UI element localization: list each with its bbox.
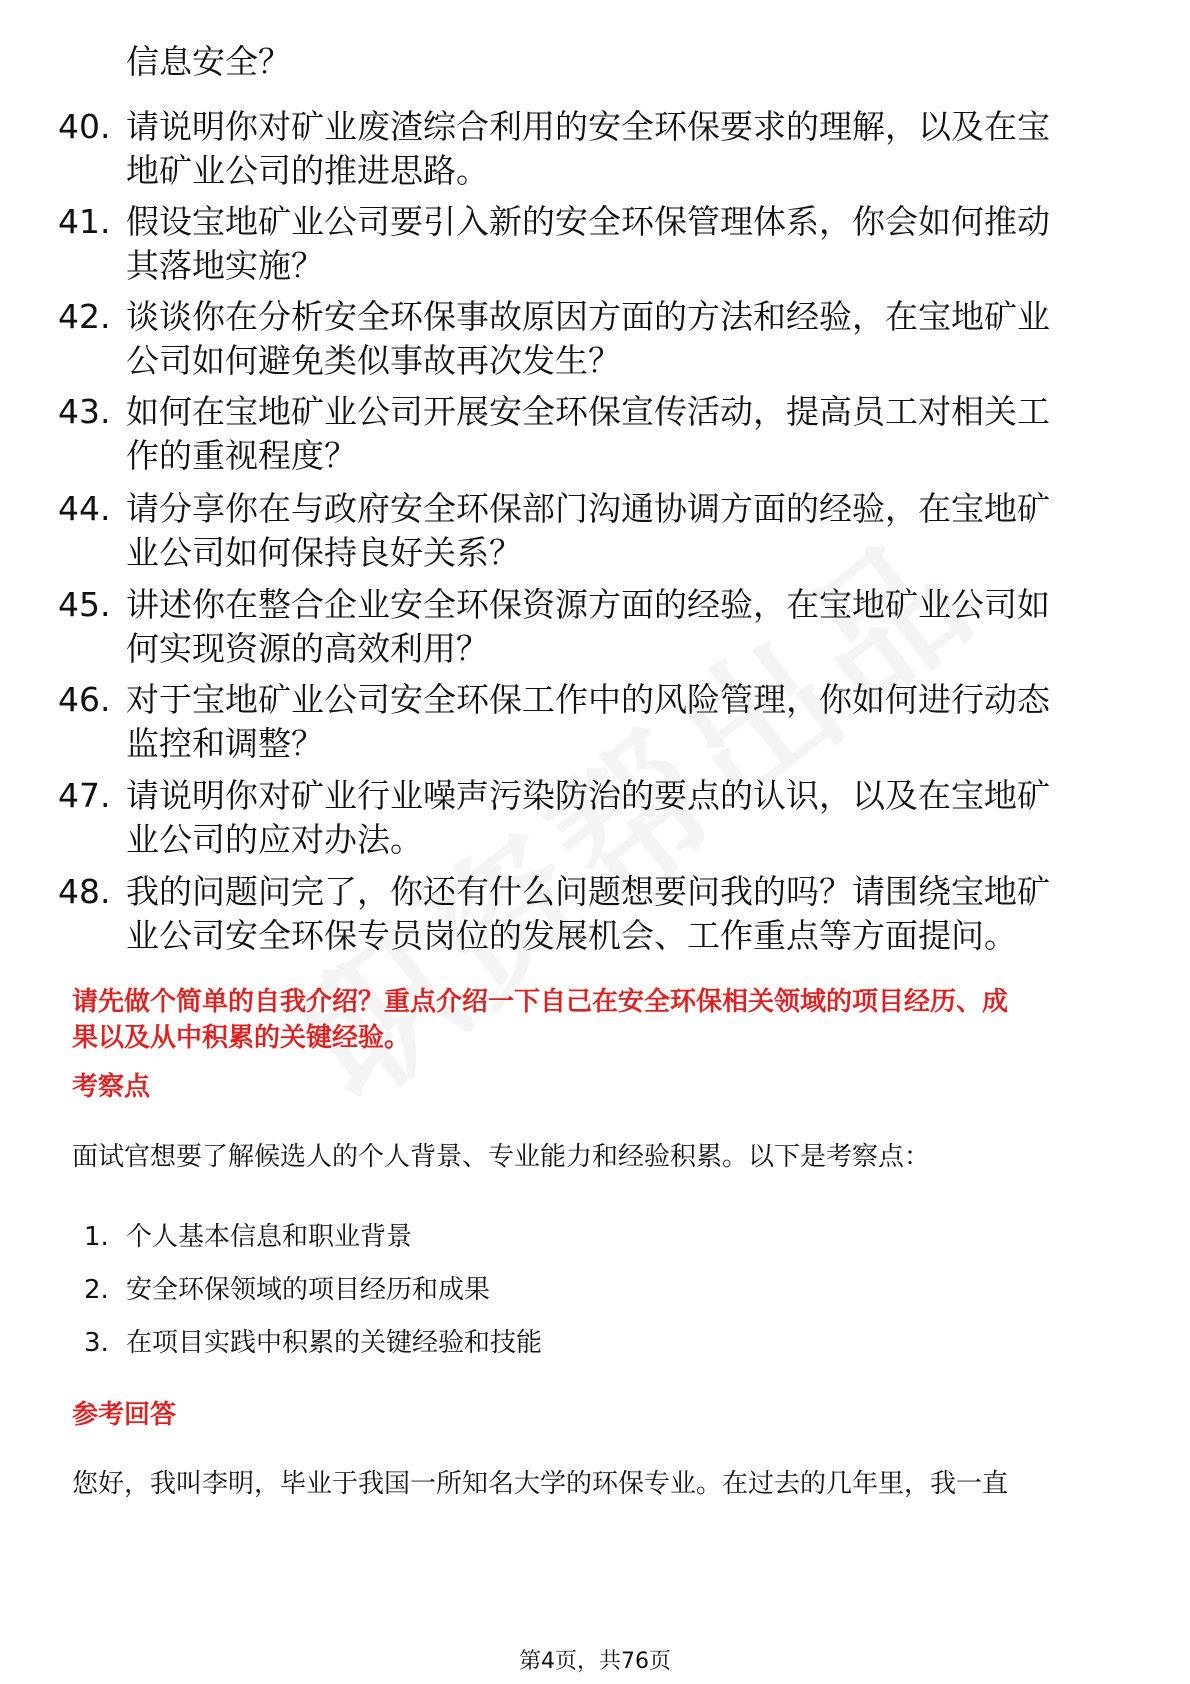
question-number: 43.: [58, 392, 111, 431]
list-text: 安全环保领域的项目经历和成果: [126, 1275, 491, 1305]
question-line: 其落地实施？: [126, 246, 324, 285]
assessment-heading: 考察点: [72, 1072, 151, 1102]
page-footer: 第4页，共76页: [519, 1649, 671, 1674]
question-line: 作的重视程度？: [126, 436, 357, 475]
question-number: 47.: [58, 776, 111, 815]
question-line: 如何在宝地矿业公司开展安全环保宣传活动，提高员工对相关工: [126, 392, 1050, 431]
assessment-item: [84, 1273, 490, 1307]
question-number: 41.: [58, 202, 111, 241]
question-number: 48.: [58, 872, 111, 911]
question-line: 讲述你在整合企业安全环保资源方面的经验，在宝地矿业公司如: [126, 585, 1050, 624]
list-number: 2.: [84, 1275, 109, 1305]
question-line: 业公司的应对办法。: [126, 820, 423, 859]
assessment-item: [84, 1326, 542, 1360]
question-line: 地矿业公司的推进思路。: [126, 151, 489, 190]
list-text: 在项目实践中积累的关键经验和技能: [126, 1328, 543, 1358]
question-number: 45.: [58, 585, 111, 624]
question-line: 谈谈你在分析安全环保事故原因方面的方法和经验，在宝地矿业: [126, 297, 1050, 336]
question-line: 公司如何避免类似事故再次发生？: [126, 341, 621, 380]
question-line: 请说明你对矿业废渣综合利用的安全环保要求的理解，以及在宝: [126, 107, 1050, 146]
question-continuation: 信息安全？: [126, 42, 291, 81]
question-line: 业公司如何保持良好关系？: [126, 533, 522, 572]
reference-text: 您好，我叫李明，毕业于我国一所知名大学的环保专业。在过去的几年里，我一直: [72, 1469, 1009, 1499]
question-number: 40.: [58, 107, 111, 146]
question-line: 监控和调整？: [126, 724, 324, 763]
question-line: 假设宝地矿业公司要引入新的安全环保管理体系，你会如何推动: [126, 202, 1050, 241]
question-line: 业公司安全环保专员岗位的发展机会、工作重点等方面提问。: [126, 916, 1017, 955]
question-number: 42.: [58, 297, 111, 336]
reference-heading: 参考回答: [72, 1400, 177, 1430]
featured-question-line-1: 请先做个简单的自我介绍？重点介绍一下自己在安全环保相关领域的项目经历、成: [72, 987, 1009, 1017]
featured-question-line-2: 果以及从中积累的关键经验。: [72, 1023, 411, 1053]
question-line: 对于宝地矿业公司安全环保工作中的风险管理，你如何进行动态: [126, 680, 1050, 719]
question-number: 46.: [58, 680, 111, 719]
list-text: 个人基本信息和职业背景: [126, 1222, 413, 1252]
question-line: 何实现资源的高效利用？: [126, 629, 489, 668]
list-number: 3.: [84, 1328, 109, 1358]
list-number: 1.: [84, 1222, 109, 1252]
question-line: 请分享你在与政府安全环保部门沟通协调方面的经验，在宝地矿: [126, 489, 1050, 528]
question-line: 请说明你对矿业行业噪声污染防治的要点的认识，以及在宝地矿: [126, 776, 1050, 815]
question-line: 我的问题问完了，你还有什么问题想要问我的吗？请围绕宝地矿: [126, 872, 1050, 911]
assessment-intro: 面试官想要了解候选人的个人背景、专业能力和经验积累。以下是考察点：: [72, 1142, 931, 1172]
question-number: 44.: [58, 489, 111, 528]
assessment-item: [84, 1220, 412, 1254]
